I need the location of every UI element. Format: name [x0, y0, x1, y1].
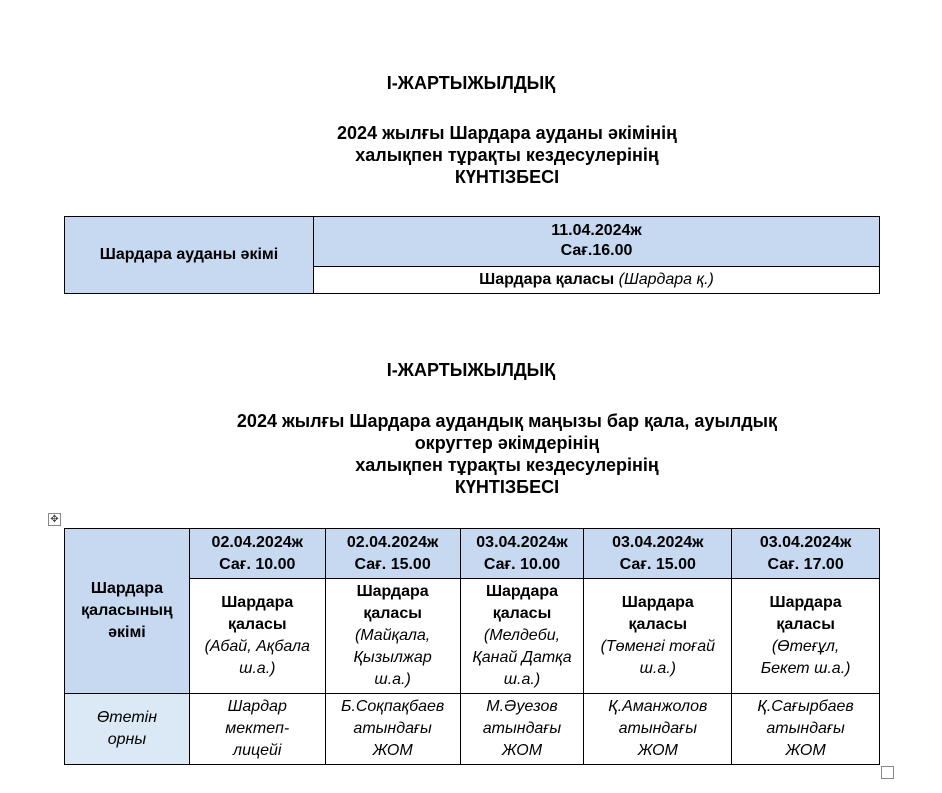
area-line: (Майқала,	[354, 627, 431, 644]
area-line: Қанай Датқа	[472, 649, 572, 666]
place-line: Шардара	[221, 594, 294, 611]
venue-line: М.Әуезов	[486, 698, 558, 715]
place-name: Шардара қаласы	[479, 270, 615, 288]
venue-line: атындағы	[353, 720, 432, 737]
venue-line: Қ.Сағырбаев	[757, 698, 854, 715]
venue-line: лицейі	[233, 742, 282, 759]
area-line: (Өтеғұл,	[771, 638, 840, 655]
venue-header-line: Өтетін	[96, 709, 158, 726]
area-line: (Мелдеби,	[483, 627, 561, 644]
place-cell[interactable]	[325, 579, 460, 694]
venue-cell[interactable]	[189, 694, 325, 765]
time-text: Сағ. 15.00	[619, 555, 696, 573]
official-line: қаласының	[81, 602, 173, 619]
place-line: қаласы	[492, 605, 552, 622]
place-line: қаласы	[363, 605, 422, 622]
official-label: Шардара ауданы әкімі	[99, 246, 279, 263]
section2-heading: І-ЖАРТЫЖЫЛДЫҚ	[386, 360, 556, 380]
datetime-cell[interactable]	[732, 529, 880, 579]
area-line: Қызылжар	[353, 649, 432, 666]
place-cell[interactable]	[314, 266, 880, 293]
area-line: Бекет ш.а.)	[760, 660, 851, 677]
place-line: Шардара	[621, 594, 694, 611]
venue-cell[interactable]	[460, 694, 584, 765]
datetime-cell[interactable]	[584, 529, 732, 579]
venue-line: Шардар	[227, 698, 287, 715]
venue-line: атындағы	[766, 720, 845, 737]
subtitle-line: халықпен тұрақты кездесулерінің	[355, 455, 659, 475]
venue-line: ЖОМ	[501, 742, 543, 759]
date-text: 02.04.2024ж	[211, 533, 303, 551]
venue-line: ЖОМ	[785, 742, 826, 759]
venue-header-cell[interactable]	[65, 694, 190, 765]
table-resize-icon[interactable]	[881, 766, 894, 779]
time-text: Сағ. 17.00	[767, 555, 844, 573]
time-text: Сағ. 10.00	[219, 555, 296, 573]
place-line: қаласы	[628, 616, 688, 633]
area-line: ш.а.)	[374, 671, 411, 688]
subtitle-line: округтер әкімдерінің	[414, 433, 600, 453]
place-cell[interactable]	[584, 579, 732, 694]
place-detail: (Шардара қ.)	[618, 270, 714, 288]
place-line: қаласы	[228, 616, 287, 633]
area-line: (Абай, Ақбала	[204, 638, 310, 655]
place-line: Шардара	[356, 583, 429, 600]
place-line: Шардара	[485, 583, 559, 600]
venue-line: мектеп-	[225, 720, 290, 737]
time-text: Сағ. 10.00	[483, 555, 561, 573]
subtitle-line: халықпен тұрақты кездесулерінің	[355, 145, 659, 165]
venue-cell[interactable]	[732, 694, 880, 765]
venue-cell[interactable]	[584, 694, 732, 765]
date-text: 03.04.2024ж	[612, 533, 704, 551]
section1-heading: І-ЖАРТЫЖЫЛДЫҚ	[386, 73, 556, 93]
time-text: Сағ.16.00	[560, 242, 633, 260]
datetime-cell[interactable]	[314, 217, 880, 267]
venue-line: Қ.Аманжолов	[608, 698, 708, 715]
datetime-cell[interactable]	[460, 529, 584, 579]
venue-line: ЖОМ	[637, 742, 678, 759]
date-text: 03.04.2024ж	[759, 533, 852, 551]
venue-line: атындағы	[482, 720, 562, 737]
date-text: 03.04.2024ж	[476, 533, 568, 551]
venue-cell[interactable]	[325, 694, 460, 765]
place-cell[interactable]	[460, 579, 584, 694]
city-akim-schedule-table	[64, 528, 880, 765]
area-line: ш.а.)	[239, 660, 276, 677]
subtitle-line: КҮНТІЗБЕСІ	[454, 167, 560, 187]
section1-subtitle	[36, 122, 942, 188]
datetime-cell[interactable]	[325, 529, 460, 579]
subtitle-line: 2024 жылғы Шардара ауданы әкімінің	[337, 123, 677, 143]
area-line: (Төменгі тоғай	[600, 638, 716, 655]
section2-subtitle	[36, 410, 942, 498]
official-cell[interactable]	[65, 529, 190, 694]
official-cell[interactable]	[65, 217, 314, 294]
venue-line: атындағы	[618, 720, 697, 737]
official-line: әкімі	[108, 624, 146, 641]
place-cell[interactable]	[189, 579, 325, 694]
place-line: Шардара	[769, 594, 842, 611]
datetime-cell[interactable]	[189, 529, 325, 579]
venue-header-line: орны	[107, 731, 147, 748]
venue-line: Б.Соқпақбаев	[340, 698, 445, 715]
district-akim-schedule-table	[64, 216, 880, 294]
venue-line: ЖОМ	[372, 742, 413, 759]
official-line: Шардара	[90, 580, 163, 597]
table-move-icon[interactable]: ✥	[48, 513, 61, 526]
time-text: Сағ. 15.00	[354, 555, 431, 573]
place-line: қаласы	[776, 616, 835, 633]
area-line: ш.а.)	[639, 660, 676, 677]
date-text: 02.04.2024ж	[346, 533, 439, 551]
place-cell[interactable]	[732, 579, 880, 694]
area-line: ш.а.)	[503, 671, 541, 688]
subtitle-line: 2024 жылғы Шардара аудандық маңызы бар қала, ауылдық	[236, 411, 778, 431]
date-text: 11.04.2024ж	[551, 222, 642, 240]
subtitle-line: КҮНТІЗБЕСІ	[454, 477, 560, 497]
